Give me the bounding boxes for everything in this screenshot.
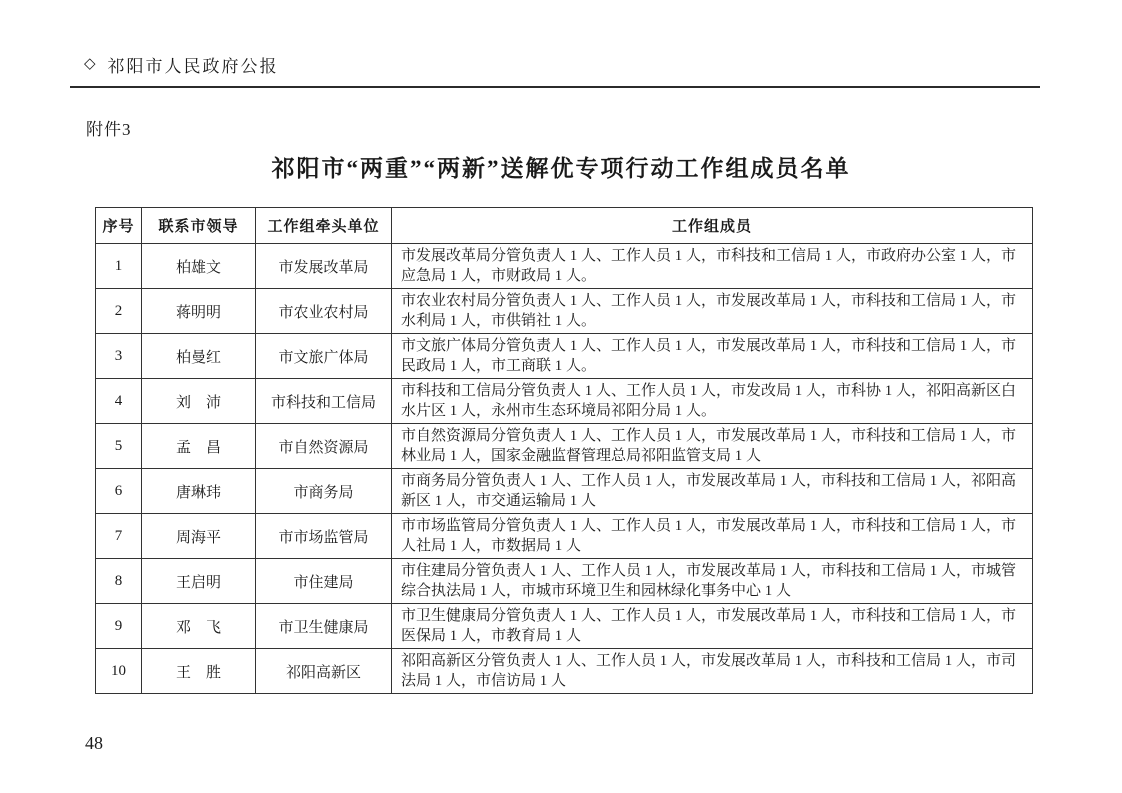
cell-lead-unit: 市自然资源局: [256, 424, 392, 469]
cell-members: 市文旅广体局分管负责人 1 人、工作人员 1 人，市发展改革局 1 人，市科技和工信局 1 人，市民政局 1 人，市工商联 1 人。: [392, 334, 1033, 379]
members-table-body: [96, 244, 1033, 694]
cell-lead-unit: 市住建局: [256, 559, 392, 604]
cell-leader: 刘 沛: [142, 379, 256, 424]
cell-serial: 7: [96, 514, 142, 559]
cell-serial: 10: [96, 649, 142, 694]
table-row: [96, 649, 1033, 694]
cell-lead-unit: 市文旅广体局: [256, 334, 392, 379]
table-row: [96, 514, 1033, 559]
cell-members: 市农业农村局分管负责人 1 人、工作人员 1 人，市发展改革局 1 人，市科技和工信局 1 人，市水利局 1 人，市供销社 1 人。: [392, 289, 1033, 334]
table-row: [96, 334, 1033, 379]
members-table: [95, 207, 1033, 694]
cell-serial: 2: [96, 289, 142, 334]
column-header-members: 工作组成员: [392, 208, 1033, 244]
column-header-serial: 序号: [96, 208, 142, 244]
cell-members: 市市场监管局分管负责人 1 人、工作人员 1 人，市发展改革局 1 人，市科技和工信局 1 人，市人社局 1 人，市数据局 1 人: [392, 514, 1033, 559]
cell-leader: 邓 飞: [142, 604, 256, 649]
cell-members: 祁阳高新区分管负责人 1 人、工作人员 1 人，市发展改革局 1 人，市科技和工信局 1 人，市司法局 1 人，市信访局 1 人: [392, 649, 1033, 694]
cell-members: 市发展改革局分管负责人 1 人、工作人员 1 人，市科技和工信局 1 人，市政府办公室 1 人，市应急局 1 人，市财政局 1 人。: [392, 244, 1033, 289]
table-row: [96, 604, 1033, 649]
cell-serial: 9: [96, 604, 142, 649]
members-table-container: [95, 207, 1032, 694]
cell-leader: 柏雄文: [142, 244, 256, 289]
table-row: [96, 244, 1033, 289]
cell-members: 市住建局分管负责人 1 人、工作人员 1 人，市发展改革局 1 人，市科技和工信局 1 人，市城管综合执法局 1 人，市城市环境卫生和园林绿化事务中心 1 人: [392, 559, 1033, 604]
cell-lead-unit: 祁阳高新区: [256, 649, 392, 694]
attachment-label: 附件3: [86, 120, 132, 139]
cell-serial: 6: [96, 469, 142, 514]
table-row: [96, 424, 1033, 469]
table-row: [96, 379, 1033, 424]
cell-leader: 王 胜: [142, 649, 256, 694]
cell-members: 市商务局分管负责人 1 人、工作人员 1 人，市发展改革局 1 人，市科技和工信局 1 人，祁阳高新区 1 人，市交通运输局 1 人: [392, 469, 1033, 514]
table-header-row: [96, 208, 1033, 244]
diamond-icon: ◇: [84, 56, 96, 72]
cell-serial: 4: [96, 379, 142, 424]
cell-members: 市卫生健康局分管负责人 1 人、工作人员 1 人，市发展改革局 1 人，市科技和工信局 1 人，市医保局 1 人，市教育局 1 人: [392, 604, 1033, 649]
masthead: [70, 52, 1040, 88]
cell-lead-unit: 市市场监管局: [256, 514, 392, 559]
table-row: [96, 559, 1033, 604]
cell-lead-unit: 市发展改革局: [256, 244, 392, 289]
cell-leader: 柏曼红: [142, 334, 256, 379]
cell-serial: 8: [96, 559, 142, 604]
cell-leader: 唐琳玮: [142, 469, 256, 514]
cell-serial: 3: [96, 334, 142, 379]
cell-leader: 王启明: [142, 559, 256, 604]
cell-lead-unit: 市卫生健康局: [256, 604, 392, 649]
cell-members: 市自然资源局分管负责人 1 人、工作人员 1 人，市发展改革局 1 人，市科技和工信局 1 人，市林业局 1 人，国家金融监督管理总局祁阳监管支局 1 人: [392, 424, 1033, 469]
cell-lead-unit: 市商务局: [256, 469, 392, 514]
page-title: 祁阳市“两重”“两新”送解优专项行动工作组成员名单: [271, 156, 851, 181]
page-number: 48: [85, 733, 103, 753]
cell-serial: 1: [96, 244, 142, 289]
cell-lead-unit: 市农业农村局: [256, 289, 392, 334]
table-row: [96, 469, 1033, 514]
cell-leader: 孟 昌: [142, 424, 256, 469]
cell-members: 市科技和工信局分管负责人 1 人、工作人员 1 人，市发改局 1 人，市科协 1 人，祁阳高新区白水片区 1 人，永州市生态环境局祁阳分局 1 人。: [392, 379, 1033, 424]
cell-leader: 周海平: [142, 514, 256, 559]
cell-serial: 5: [96, 424, 142, 469]
table-row: [96, 289, 1033, 334]
masthead-title: 祁阳市人民政府公报: [107, 57, 279, 76]
cell-lead-unit: 市科技和工信局: [256, 379, 392, 424]
column-header-leader: 联系市领导: [142, 208, 256, 244]
cell-leader: 蒋明明: [142, 289, 256, 334]
column-header-lead-unit: 工作组牵头单位: [256, 208, 392, 244]
